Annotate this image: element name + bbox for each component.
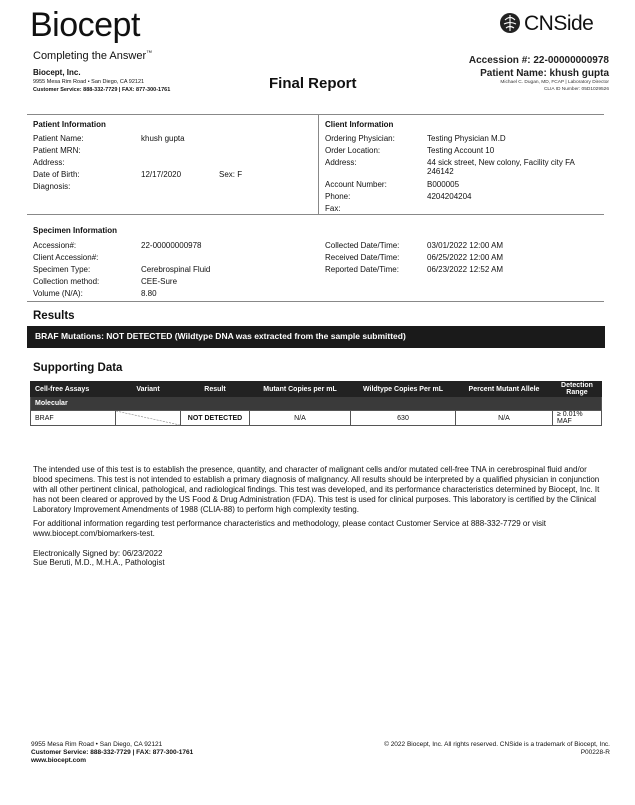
biocept-logo: Biocept — [30, 6, 140, 44]
results-heading: Results — [33, 310, 75, 322]
clia-id: CLIA ID Number: 05D1029526 — [543, 87, 609, 92]
column-header: Percent Mutant Allele — [456, 382, 553, 397]
footer-address: 9955 Mesa Rim Road • San Diego, CA 92121 — [31, 741, 163, 748]
accession-number: Accession #: 22-00000000978 — [468, 55, 609, 66]
info-box — [27, 114, 604, 302]
column-header: Result — [181, 382, 250, 397]
physician-value: Testing Physician M.D — [427, 134, 506, 143]
client-address-line1: 44 sick street, New colony, Facility city FA — [427, 158, 575, 167]
column-header: Variant — [116, 382, 181, 397]
collected-value: 03/01/2022 12:00 AM — [427, 241, 504, 250]
location-value: Testing Account 10 — [427, 146, 495, 155]
company-service: Customer Service: 888-332-7729 | FAX: 877-300-1761 — [33, 87, 171, 93]
fax-label: Fax: — [325, 204, 341, 213]
account-value: B000005 — [427, 180, 460, 189]
collection-method-label: Collection method: — [33, 277, 100, 286]
category-label: Molecular — [31, 397, 602, 411]
reported-label: Reported Date/Time: — [325, 265, 399, 274]
cell-percent-mutant: N/A — [456, 411, 553, 426]
report-title: Final Report — [269, 75, 357, 92]
category-row — [31, 397, 602, 411]
tagline: Completing the Answer™ — [33, 50, 153, 62]
column-header: Mutant Copies per mL — [250, 382, 351, 397]
column-header: Wildtype Copies Per mL — [351, 382, 456, 397]
lab-director: Michael C. Dugan, MD, FCAP | Laboratory Director — [500, 80, 609, 85]
cell-assay: BRAF — [31, 411, 116, 426]
intended-use-paragraph: The intended use of this test is to establish the presence, quantity, and character of malignant cells and/or mutated cell-free TNA in cerebrospinal fluid and/or blood specimens. This test is not intended to establish a primary diagnosis of malignancy. All results should be interpreted by a qualified physician in conjunction with all other pertinent clinical, pathological, and radiological findings. This test was developed, and its performance characteristics determined by Biocept, Inc. It has not been cleared or approved by the US Food & Drug Administration (FDA). This test is used for clinical purposes. This laboratory is certified by the Clinical Laboratory Improvement Amendments of 1988 (CLIA-88) to perform high complexity testing. — [33, 465, 600, 514]
empty-cell-strike — [116, 411, 180, 425]
volume-value: 8.80 — [141, 289, 157, 298]
client-accession-label: Client Accession#: — [33, 253, 99, 262]
specimen-accession-label: Accession#: — [33, 241, 77, 250]
patient-name-label: Patient Name: — [33, 134, 84, 143]
footer-service: Customer Service: 888-332-7729 | FAX: 877-300-1761 — [31, 749, 194, 756]
column-header: Detection Range — [553, 382, 602, 397]
collected-label: Collected Date/Time: — [325, 241, 400, 250]
table-row — [31, 411, 602, 426]
client-heading: Client Information — [325, 120, 394, 129]
patient-heading: Patient Information — [33, 120, 106, 129]
column-divider — [318, 114, 319, 214]
client-address-line2: 246142 — [427, 167, 454, 176]
results-text: BRAF Mutations: NOT DETECTED (Wildtype DNA was extracted from the sample submitted) — [35, 331, 406, 341]
reported-value: 06/23/2022 12:52 AM — [427, 265, 504, 274]
diagnosis-label: Diagnosis: — [33, 182, 71, 191]
company-name: Biocept, Inc. — [33, 68, 81, 77]
received-label: Received Date/Time: — [325, 253, 400, 262]
specimen-type-label: Specimen Type: — [33, 265, 91, 274]
cell-result: NOT DETECTED — [181, 411, 250, 426]
patient-name-header: Patient Name: khush gupta — [480, 68, 609, 79]
specimen-heading: Specimen Information — [33, 226, 118, 235]
section-divider — [27, 214, 604, 215]
received-value: 06/25/2022 12:00 AM — [427, 253, 504, 262]
supporting-data-table — [30, 381, 602, 426]
patient-mrn-label: Patient MRN: — [33, 146, 81, 155]
company-address: 9955 Mesa Rim Road • San Diego, CA 92121 — [33, 79, 145, 85]
signed-line: Electronically Signed by: 06/23/2022 — [33, 549, 163, 558]
signer-line: Sue Beruti, M.D., M.H.A., Pathologist — [33, 558, 165, 567]
collection-method-value: CEE-Sure — [141, 277, 178, 286]
physician-label: Ordering Physician: — [325, 134, 395, 143]
specimen-type-value: Cerebrospinal Fluid — [141, 265, 211, 274]
cell-detection-range: ≥ 0.01% MAF — [553, 411, 602, 426]
account-label: Account Number: — [325, 180, 387, 189]
location-label: Order Location: — [325, 146, 381, 155]
phone-label: Phone: — [325, 192, 351, 201]
cell-wildtype-copies: 630 — [351, 411, 456, 426]
additional-info-paragraph: For additional information regarding test performance characteristics and methodology, please contact Customer Service at 888-332-7729 or visit www.biocept.com/biomarkers-test. — [33, 519, 547, 538]
phone-value: 4204204204 — [427, 192, 472, 201]
column-header: Cell-free Assays — [31, 382, 116, 397]
cell-mutant-copies: N/A — [250, 411, 351, 426]
patient-name-value: khush gupta — [141, 134, 185, 143]
volume-label: Volume (N/A): — [33, 289, 83, 298]
cell-variant — [116, 411, 181, 426]
specimen-accession-value: 22-00000000978 — [141, 241, 202, 250]
client-address-label: Address: — [325, 158, 357, 167]
sex-value: Sex: F — [219, 170, 243, 179]
dob-label: Date of Birth: — [33, 170, 80, 179]
supporting-heading: Supporting Data — [33, 362, 123, 374]
footer-code: P00228-R — [580, 749, 610, 756]
footer-copyright: © 2022 Biocept, Inc. All rights reserved. CNSide is a trademark of Biocept, Inc. — [384, 741, 610, 748]
cnside-logo: CNSide — [524, 12, 594, 35]
dob-value: 12/17/2020 — [141, 170, 182, 179]
patient-address-label: Address: — [33, 158, 65, 167]
brain-icon — [499, 12, 521, 34]
footer-website: www.biocept.com — [31, 757, 87, 764]
table-header-row — [31, 382, 602, 397]
